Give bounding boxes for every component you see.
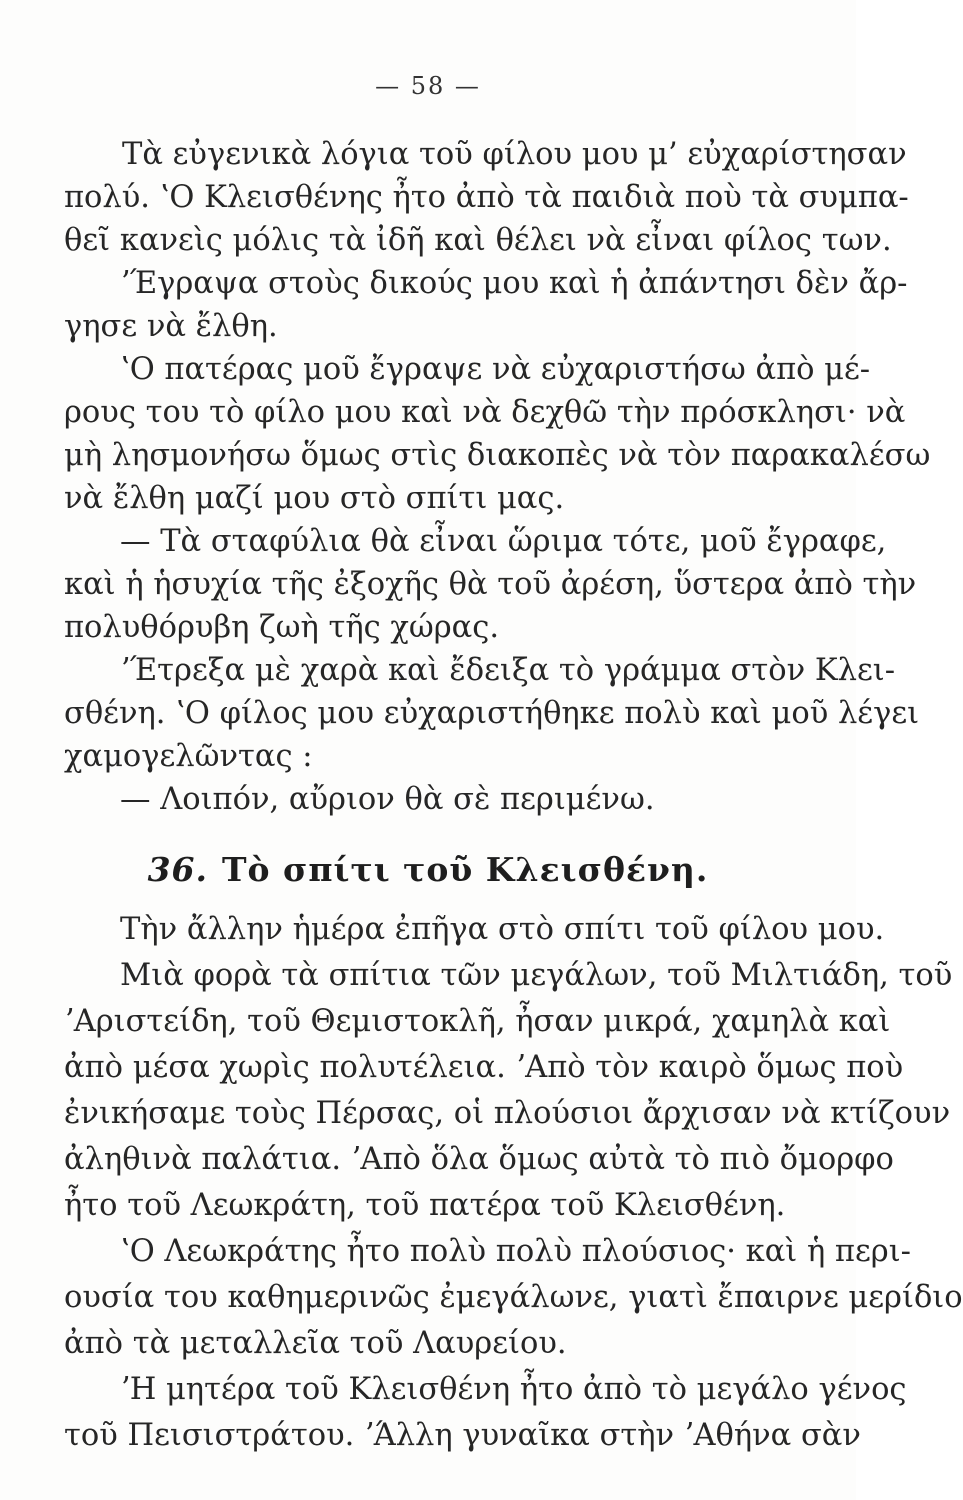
text-line: ἐνικήσαμε τοὺς Πέρσας, οἱ πλούσιοι ἄρχισαν νὰ κτίζουν	[64, 1096, 951, 1131]
text-line: Τὰ εὐγενικὰ λόγια τοῦ φίλου μου μ’ εὐχαρίστησαν	[122, 137, 907, 172]
text-line: νὰ ἔλθη μαζί μου στὸ σπίτι μας.	[64, 481, 565, 516]
text-line: ρους του τὸ φίλο μου καὶ νὰ δεχθῶ τὴν πρόσκλησι· νὰ	[64, 395, 906, 430]
page-number: — 58 —	[375, 72, 481, 100]
text-line: ουσία του καθημερινῶς ἐμεγάλωνε, γιατὶ ἔπαιρνε μερίδιο	[64, 1280, 963, 1315]
text-line: ʼΑριστείδη, τοῦ Θεμιστοκλῆ, ἦσαν μικρά, χαμηλὰ καὶ	[64, 1004, 891, 1039]
text-line: Μιὰ φορὰ τὰ σπίτια τῶν μεγάλων, τοῦ Μιλτιάδη, τοῦ	[120, 958, 953, 993]
text-line: ἀπὸ μέσα χωρὶς πολυτέλεια. ʼΑπὸ τὸν καιρὸ ὅμως ποὺ	[64, 1050, 904, 1085]
text-line: μὴ λησμονήσω ὅμως στὶς διακοπὲς νὰ τὸν παρακαλέσω	[64, 438, 931, 473]
text-line: Τὴν ἄλλην ἡμέρα ἐπῆγα στὸ σπίτι τοῦ φίλου μου.	[120, 912, 885, 947]
text-line: — Τὰ σταφύλια θὰ εἶναι ὥριμα τότε, μοῦ ἔγραφε,	[120, 524, 887, 559]
section-title: Τὸ σπίτι τοῦ Κλεισθένη.	[222, 850, 709, 889]
text-line: γησε νὰ ἔλθη.	[64, 309, 278, 344]
text-line: ʽΟ Λεωκράτης ἦτο πολὺ πολὺ πλούσιος· καὶ ἡ περι-	[120, 1234, 911, 1269]
text-line: ʽΟ πατέρας μοῦ ἔγραψε νὰ εὐχαριστήσω ἀπὸ μέ-	[120, 352, 871, 387]
text-line: θεῖ κανεὶς μόλις τὰ ἰδῆ καὶ θέλει νὰ εἶναι φίλος των.	[64, 223, 892, 258]
section-number: 36.	[147, 850, 208, 889]
text-line: ʼΈτρεξα μὲ χαρὰ καὶ ἔδειξα τὸ γράμμα στὸν Κλει-	[120, 653, 896, 688]
text-line: καὶ ἡ ἡσυχία τῆς ἐξοχῆς θὰ τοῦ ἀρέση, ὕστερα ἀπὸ τὴν	[64, 567, 917, 602]
section-heading	[0, 850, 856, 889]
text-line: πολύ. ʽΟ Κλεισθένης ἦτο ἀπὸ τὰ παιδιὰ ποὺ τὰ συμπα-	[64, 180, 909, 215]
text-line: ʼΗ μητέρα τοῦ Κλεισθένη ἦτο ἀπὸ τὸ μεγάλο γένος	[120, 1372, 907, 1407]
text-line: τοῦ Πεισιστράτου. ʼΆλλη γυναῖκα στὴν ʼΑθήνα σὰν	[64, 1418, 861, 1453]
text-line: πολυθόρυβη ζωὴ τῆς χώρας.	[64, 610, 500, 645]
text-line: σθένη. ʽΟ φίλος μου εὐχαριστήθηκε πολὺ καὶ μοῦ λέγει	[64, 696, 920, 731]
text-line: ʼΈγραψα στοὺς δικούς μου καὶ ἡ ἀπάντησι δὲν ἄρ-	[120, 266, 908, 301]
text-line: ἀπὸ τὰ μεταλλεῖα τοῦ Λαυρείου.	[64, 1326, 567, 1361]
text-line: ἀληθινὰ παλάτια. ʼΑπὸ ὅλα ὅμως αὐτὰ τὸ πιὸ ὄμορφο	[64, 1142, 894, 1177]
text-line: ἦτο τοῦ Λεωκράτη, τοῦ πατέρα τοῦ Κλεισθένη.	[64, 1188, 786, 1223]
text-line: χαμογελῶντας :	[64, 739, 313, 774]
text-line: — Λοιπόν, αὔριον θὰ σὲ περιμένω.	[120, 782, 655, 817]
